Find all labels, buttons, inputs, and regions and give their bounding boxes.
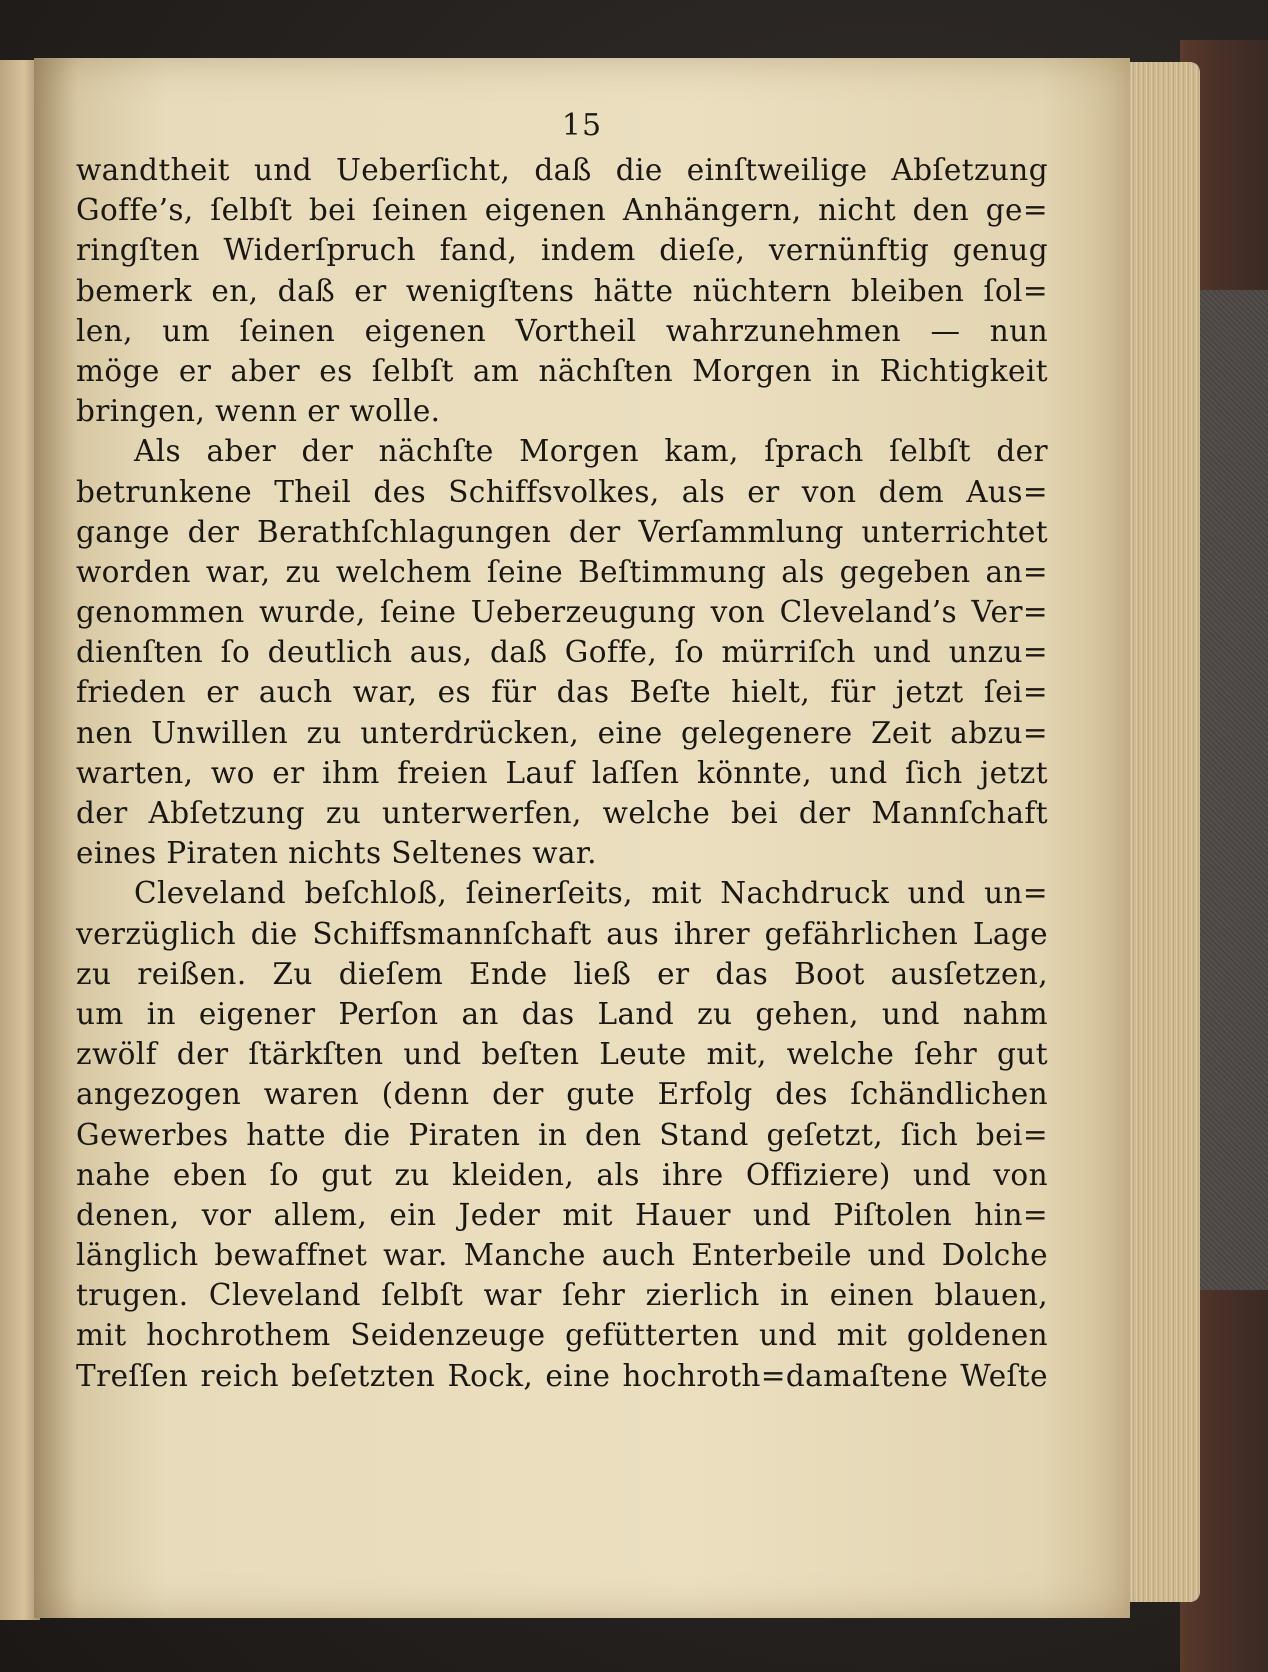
text-line: Cleveland beſchloß, ſeinerſeits, mit Nachdruck und un= xyxy=(134,876,1048,911)
text-line: länglich bewaffnet war. Manche auch Enterbeile und Dolche xyxy=(76,1238,1048,1273)
text-line: bemerk en, daß er wenigſtens hätte nüchtern bleiben ſol= xyxy=(76,273,1048,308)
text-line: gange der Berathſchlagungen der Verſammlung unterrichtet xyxy=(76,514,1048,549)
text-line: bringen, wenn er wolle. xyxy=(76,394,441,429)
page-text-block xyxy=(76,150,1048,1396)
text-line: len, um ſeinen eigenen Vortheil wahrzunehmen — nun xyxy=(76,313,1048,348)
text-line: verzüglich die Schiffsmannſchaft aus ihrer gefährlichen Lage xyxy=(76,916,1048,951)
text-line: nen Unwillen zu unterdrücken, eine gelegenere Zeit abzu= xyxy=(76,715,1048,750)
text-line: frieden er auch war, es für das Beſte hielt, für jetzt ſei= xyxy=(76,675,1048,710)
text-line: nahe eben ſo gut zu kleiden, als ihre Offiziere) und von xyxy=(76,1157,1048,1192)
text-line: dienſten ſo deutlich aus, daß Goffe, ſo mürriſch und unzu= xyxy=(76,635,1048,670)
text-line: ringſten Widerſpruch fand, indem dieſe, vernünftig genug xyxy=(76,233,1048,268)
page-number: 15 xyxy=(561,108,603,143)
text-line: angezogen waren (denn der gute Erfolg des ſchändlichen xyxy=(76,1077,1048,1112)
text-line: möge er aber es ſelbſt am nächſten Morgen in Richtigkeit xyxy=(76,353,1048,388)
text-line: warten, wo er ihm freien Lauf laſſen könnte, und ſich jetzt xyxy=(76,755,1048,790)
book-page xyxy=(34,58,1130,1618)
text-line: Gewerbes hatte die Piraten in den Stand geſetzt, ſich bei= xyxy=(76,1117,1048,1152)
text-line: betrunkene Theil des Schiffsvolkes, als er von dem Aus= xyxy=(76,474,1048,509)
text-line: der Abſetzung zu unterwerfen, welche bei der Mannſchaft xyxy=(76,796,1048,830)
text-line: wandtheit und Ueberſicht, daß die einſtweilige Abſetzung xyxy=(76,153,1048,187)
text-line: mit hochrothem Seidenzeuge gefütterten und mit goldenen xyxy=(76,1318,1048,1353)
text-line: um in eigener Perſon an das Land zu gehen, und nahm xyxy=(76,996,1048,1031)
text-line: genommen wurde, ſeine Ueberzeugung von Cleveland’s Ver= xyxy=(76,595,1048,630)
text-line: zu reißen. Zu dieſem Ende ließ er das Boot ausſetzen, xyxy=(76,956,1048,991)
text-line: trugen. Cleveland ſelbſt war ſehr zierlich in einen blauen, xyxy=(76,1278,1048,1313)
text-line: Treſſen reich beſetzten Rock, eine hochroth=damaſtene Weſte xyxy=(76,1358,1048,1393)
text-line: zwölf der ſtärkſten und beſten Leute mit, welche ſehr gut xyxy=(76,1037,1048,1072)
text-line: Goffe’s, ſelbſt bei ſeinen eigenen Anhängern, nicht den ge= xyxy=(76,193,1048,228)
text-line: eines Piraten nichts Seltenes war. xyxy=(76,836,597,871)
text-line: Als aber der nächſte Morgen kam, ſprach ſelbſt der xyxy=(134,434,1048,469)
cover-cloth xyxy=(1200,290,1268,1290)
text-line: denen, vor allem, ein Jeder mit Hauer und Piſtolen hin= xyxy=(76,1197,1048,1232)
text-line: worden war, zu welchem ſeine Beſtimmung als gegeben an= xyxy=(76,554,1048,589)
